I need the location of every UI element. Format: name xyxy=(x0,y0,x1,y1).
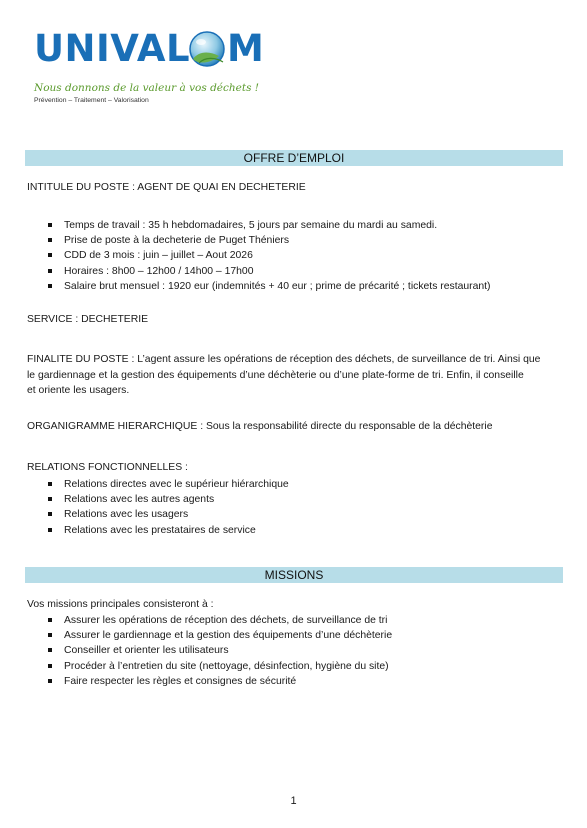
finalite-text-3: et oriente les usagers. xyxy=(27,385,130,397)
globe-leaf-icon xyxy=(185,29,229,73)
slogan: Nous donnons de la valeur à vos déchets ! xyxy=(34,82,260,94)
bullet-icon xyxy=(48,497,52,501)
bullet-icon xyxy=(48,664,52,668)
list-item: Salaire brut mensuel : 1920 eur (indemnités + 40 eur ; prime de précarité ; tickets restaurant) xyxy=(64,279,491,294)
list-item: Horaires : 8h00 – 12h00 / 14h00 – 17h00 xyxy=(64,264,491,279)
list-item: Assurer les opérations de réception des déchets, de surveillance de tri xyxy=(64,613,392,628)
finalite-text-1: L’agent assure les opérations de réception des déchets, de surveillance de tri. Ainsi que xyxy=(137,354,541,365)
bullet-icon xyxy=(48,528,52,532)
finalite-label: FINALITE DU POSTE : xyxy=(27,354,135,365)
finalite-text-2: le gardiennage et la gestion des équipements d’une déchèterie ou d’une plate-forme de tri. Enfin, il conseille xyxy=(27,369,524,381)
organigramme-text: Sous la responsabilité directe du responsable de la déchèterie xyxy=(205,421,493,432)
bullet-icon xyxy=(48,223,52,227)
list-item: Conseiller et orienter les utilisateurs xyxy=(64,643,392,658)
service-line: SERVICE : DECHETERIE xyxy=(27,314,149,325)
bullet-icon xyxy=(48,253,52,257)
list-item: CDD de 3 mois : juin – juillet – Aout 2026 xyxy=(64,248,491,263)
bullet-icon xyxy=(48,269,52,273)
bullet-icon xyxy=(48,238,52,242)
intitule-poste: INTITULE DU POSTE : AGENT DE QUAI EN DECHETERIE xyxy=(27,182,306,193)
list-item: Relations avec les autres agents xyxy=(64,492,289,507)
relations-label: RELATIONS FONCTIONNELLES : xyxy=(27,462,188,473)
list-item: Faire respecter les règles et consignes de sécurité xyxy=(64,674,392,689)
bullet-icon xyxy=(48,648,52,652)
missions-banner: MISSIONS xyxy=(25,567,563,583)
bullet-icon xyxy=(48,284,52,288)
logo-wordmark: UNIVAL xyxy=(34,27,191,70)
list-item: Assurer le gardiennage et la gestion des équipements d’une déchèterie xyxy=(64,628,392,643)
list-item: Prise de poste à la decheterie de Puget Théniers xyxy=(64,233,491,248)
finalite-paragraph xyxy=(27,352,567,399)
bullet-icon xyxy=(48,618,52,622)
organigramme-label: ORGANIGRAMME HIERARCHIQUE : xyxy=(27,421,204,432)
bullet-icon xyxy=(48,633,52,637)
bullet-icon xyxy=(48,512,52,516)
bullet-icon xyxy=(48,679,52,683)
bullet-icon xyxy=(48,482,52,486)
list-item: Procéder à l’entretien du site (nettoyage, désinfection, hygiène du site) xyxy=(64,659,392,674)
conditions-list xyxy=(64,218,491,294)
list-item: Relations avec les usagers xyxy=(64,507,289,522)
page-number: 1 xyxy=(290,795,297,807)
offre-banner: OFFRE D’EMPLOI xyxy=(25,150,563,166)
list-item: Temps de travail : 35 h hebdomadaires, 5 jours par semaine du mardi au samedi. xyxy=(64,218,491,233)
missions-list xyxy=(64,613,392,689)
list-item: Relations avec les prestataires de service xyxy=(64,523,289,538)
relations-list xyxy=(64,477,289,538)
missions-intro: Vos missions principales consisteront à : xyxy=(27,599,214,610)
organigramme-line xyxy=(27,421,492,432)
logo-wordmark-end: M xyxy=(227,27,264,70)
list-item: Relations directes avec le supérieur hiérarchique xyxy=(64,477,289,492)
tagline: Prévention – Traitement – Valorisation xyxy=(34,97,149,104)
